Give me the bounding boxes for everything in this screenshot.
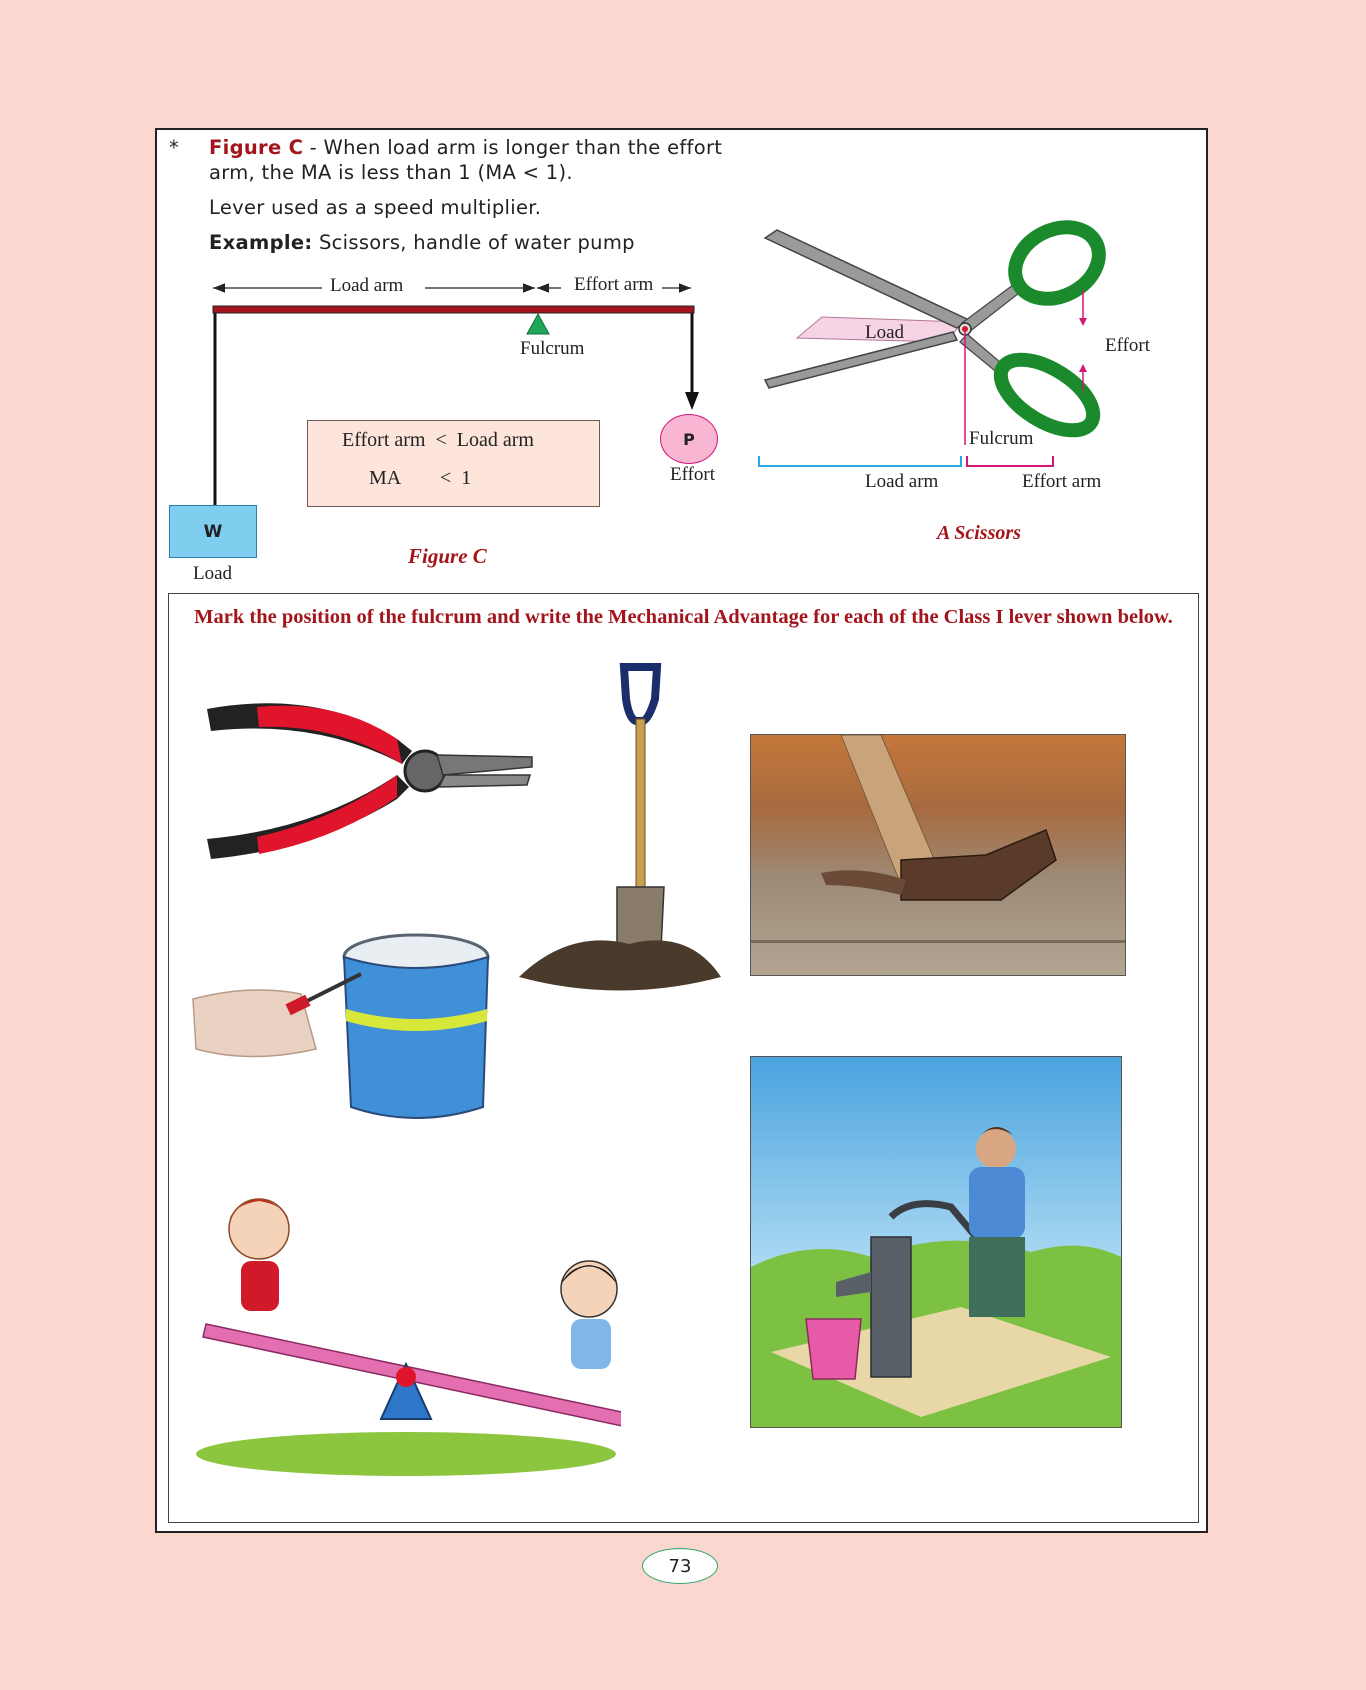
man-shorts	[969, 1237, 1025, 1317]
pliers-image[interactable]	[197, 679, 557, 879]
girl-left-shirt	[241, 1261, 279, 1311]
scissors-effort-label: Effort	[1105, 335, 1151, 356]
effort-arm-bracket	[967, 456, 1053, 466]
effort-arm-label: Effort arm	[574, 274, 654, 295]
fulcrum-label: Fulcrum	[520, 338, 585, 359]
load-box-w: W	[169, 505, 257, 558]
intro-line-2: arm, the MA is less than 1 (MA < 1).	[209, 161, 573, 184]
shovel-image[interactable]	[509, 659, 729, 1009]
effort-circle-p: P	[660, 414, 718, 464]
activity-box	[168, 593, 1199, 1523]
pump-body	[871, 1237, 911, 1377]
load-label: Load	[193, 563, 233, 584]
intro-line-1-text: - When load arm is longer than the effort	[303, 136, 723, 159]
fulcrum-triangle	[527, 314, 549, 334]
formula-box	[307, 420, 600, 507]
upper-handle	[1003, 220, 1112, 313]
figure-c-ref: Figure C	[209, 136, 304, 159]
hand-pump-drawing	[751, 1057, 1121, 1427]
effort-arrowhead	[685, 392, 699, 410]
plank-seam	[751, 940, 1125, 943]
pivot-dot	[962, 326, 968, 332]
claw-hammer-photo[interactable]	[750, 734, 1126, 976]
lever-bar	[213, 306, 694, 313]
page-number: 73	[642, 1548, 718, 1584]
scissors-effort-arm-label: Effort arm	[1022, 471, 1102, 492]
girl-right-head	[561, 1261, 617, 1317]
girl-right-shirt	[571, 1319, 611, 1369]
load-arm-bracket	[759, 456, 961, 466]
claw-hammer-drawing	[751, 735, 1125, 975]
example-text: Scissors, handle of water pump	[312, 231, 635, 254]
example-label: Example:	[209, 231, 313, 254]
scissors-illustration	[757, 220, 1207, 520]
shovel-shaft	[636, 719, 645, 889]
intro-line-3: Lever used as a speed multiplier.	[209, 196, 542, 219]
effort-arrowhead-down	[1079, 318, 1087, 326]
effort-label: Effort	[670, 464, 716, 485]
upper-blade	[765, 230, 969, 328]
shovel-grip	[624, 667, 657, 721]
hand-pump-photo[interactable]	[750, 1056, 1122, 1428]
paint-can-image[interactable]	[191, 929, 511, 1139]
see-saw-pivot	[396, 1367, 416, 1387]
figure-c-caption: Figure C	[408, 544, 487, 568]
scissors-load-label: Load	[865, 322, 905, 343]
man-shirt	[969, 1167, 1025, 1239]
scissors-caption: A Scissors	[937, 522, 1021, 544]
formula-line-1: Effort arm < Load arm	[342, 429, 534, 451]
scissors-load-arm-label: Load arm	[865, 471, 939, 492]
load-arm-label: Load arm	[327, 275, 406, 297]
activity-title: Mark the position of the fulcrum and write the Mechanical Advantage for each of the Class I lever shown below.	[194, 606, 1173, 628]
scissors-fulcrum-label: Fulcrum	[969, 428, 1034, 449]
lower-blade	[765, 332, 957, 388]
formula-ma: MA	[369, 467, 402, 489]
girl-left-head	[229, 1199, 289, 1259]
grass-patch	[196, 1432, 616, 1476]
see-saw-image[interactable]	[191, 1179, 621, 1479]
man-head	[976, 1129, 1016, 1169]
soil-mound	[519, 940, 721, 990]
worksheet-page	[155, 128, 1208, 1533]
bucket	[806, 1319, 861, 1379]
can-body	[344, 957, 488, 1118]
hammer-claw	[821, 870, 906, 895]
formula-less-than-one: < 1	[440, 467, 472, 489]
effort-arrowhead-up	[1079, 364, 1087, 372]
bullet-mark: *	[169, 136, 180, 159]
